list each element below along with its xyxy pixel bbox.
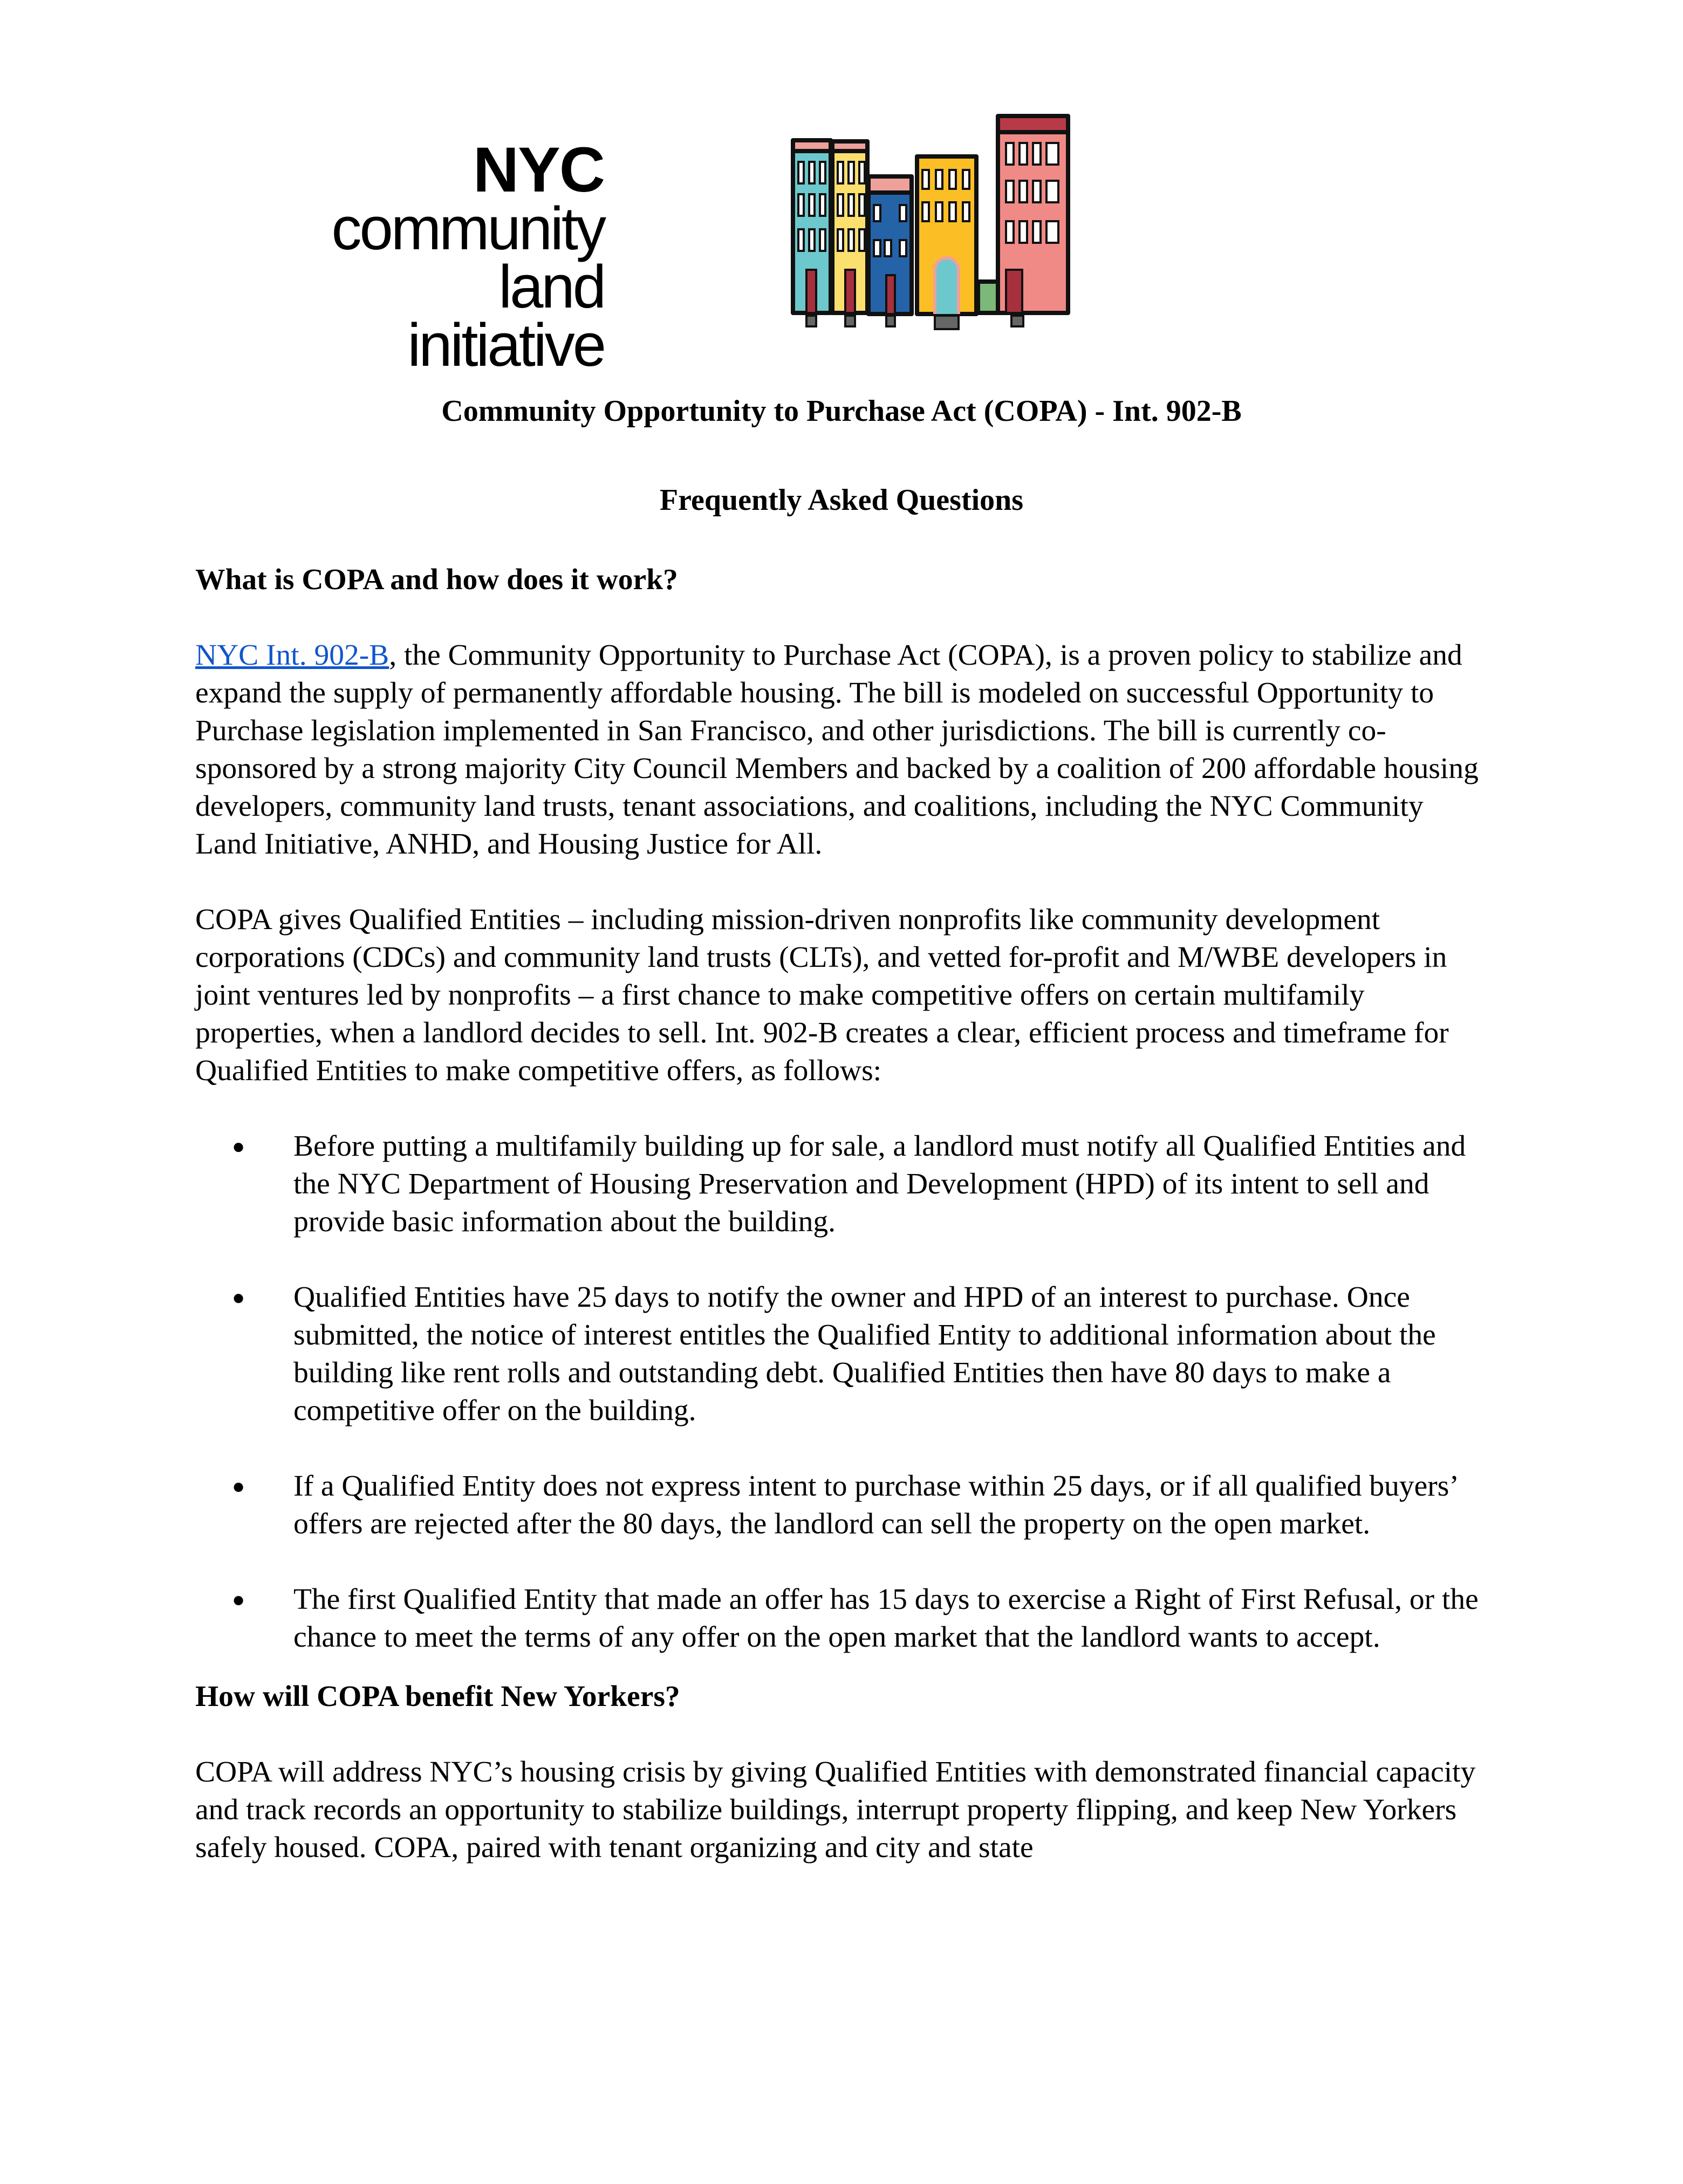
paragraph-text: , the Community Opportunity to Purchase Act (COPA), is a proven policy to stabilize and expand the supply of permanently affordable housing. The bill is modeled on successful Opportunity to Purchase legislation implemented in San Francisco, and other jurisdictions. The bill is currently co-sponsored by a strong majority City Council Members and backed by a coalition of 200 affordable housing developers, community land trusts, tenant associations, and coalitions, including the NYC Community Land Initiative, ANHD, and Housing Justice for All.: [195, 639, 1479, 861]
faq-paragraph: COPA gives Qualified Entities – including mission-driven nonprofits like community development corporations (CDCs) and community land trusts (CLTs), and vetted for-profit and M/WBE developers in joint ventures led by nonprofits – a first chance to make competitive offers on certain multifamily properties, when a landlord decides to sell. Int. 902-B creates a clear, efficient process and timeframe for Qualified Entities to make competitive offers, as follows:: [195, 903, 1449, 1087]
bullet-icon: ●: [232, 1587, 245, 1612]
buildings-illustration-icon: [785, 108, 1386, 335]
bullet-icon: ●: [232, 1134, 245, 1158]
logo-wordmark: [302, 134, 604, 379]
process-bullet-list: [195, 1128, 1490, 1656]
list-item-text: Qualified Entities have 25 days to notify the owner and HPD of an interest to purchase. Once submitted, the notice of interest entitles the Qualified Entity to additional information about the building like rent rolls and outstanding debt. Qualified Entities then have 80 days to make a competitive offer on the building.: [293, 1281, 1436, 1427]
faq-paragraph: COPA will address NYC’s housing crisis by giving Qualified Entities with demonstrated financial capacity and track records an opportunity to stabilize buildings, interrupt property flipping, and keep New Yorkers safely housed. COPA, paired with tenant organizing and city and state: [195, 1756, 1476, 1864]
list-item: [195, 1581, 1490, 1656]
logo-line-nyc: NYC: [473, 134, 604, 206]
bill-link[interactable]: NYC Int. 902-B: [195, 639, 389, 672]
document-title: Community Opportunity to Purchase Act (COPA) - Int. 902-B: [441, 394, 1242, 428]
faq-paragraph: [195, 637, 1490, 863]
list-item: [195, 1279, 1490, 1430]
list-item: [195, 1468, 1490, 1543]
logo-line-community-land: community land: [331, 195, 604, 320]
bullet-icon: ●: [232, 1474, 245, 1498]
faq-question: How will COPA benefit New Yorkers?: [195, 1680, 680, 1713]
list-item-text: The first Qualified Entity that made an offer has 15 days to exercise a Right of First Refusal, or the chance to meet the terms of any offer on the open market that the landlord wants to accept.: [293, 1583, 1479, 1654]
faq-question: What is COPA and how does it work?: [195, 563, 678, 596]
list-item: [195, 1128, 1490, 1241]
bullet-icon: ●: [232, 1285, 245, 1309]
logo-line-initiative: initiative: [407, 311, 604, 379]
list-item-text: If a Qualified Entity does not express intent to purchase within 25 days, or if all qualified buyers’ offers are rejected after the 80 days, the landlord can sell the property on the open market.: [293, 1470, 1457, 1540]
list-item-text: Before putting a multifamily building up for sale, a landlord must notify all Qualified Entities and the NYC Department of Housing Preservation and Development (HPD) of its intent to sell and provide basic information about the building.: [293, 1130, 1466, 1238]
document-subtitle: Frequently Asked Questions: [659, 483, 1024, 517]
faq-section-1: [195, 561, 1490, 1867]
organization-logo: [302, 108, 1386, 379]
